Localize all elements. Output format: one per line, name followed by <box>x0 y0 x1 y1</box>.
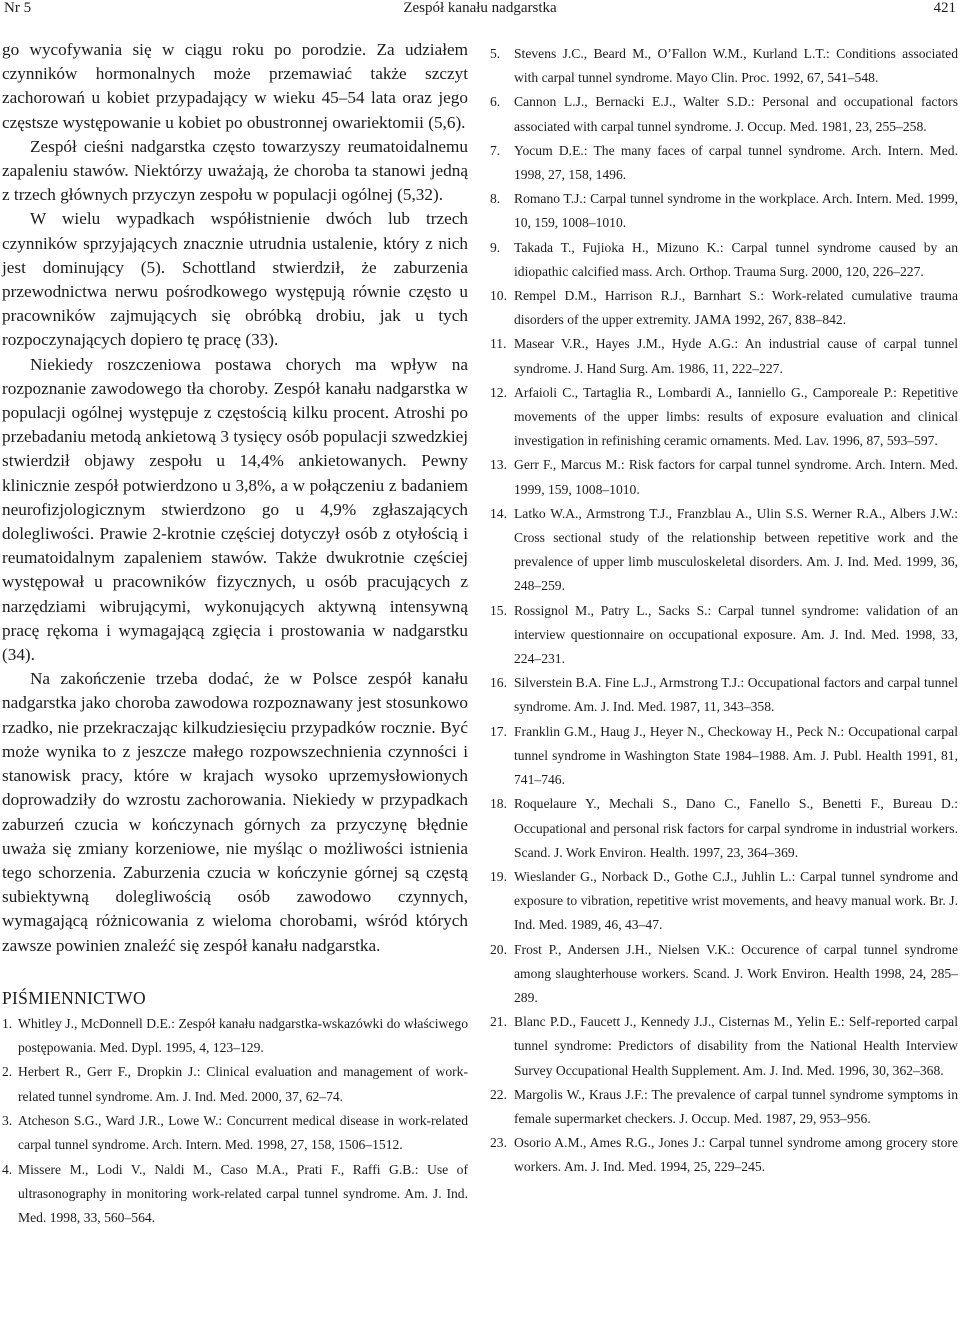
reference-number: 23. <box>490 1135 507 1151</box>
reference-number: 15. <box>490 602 507 618</box>
reference-number: 2. <box>2 1064 13 1080</box>
reference-text: Atcheson S.G., Ward J.R., Lowe W.: Concurrent medical disease in work-related carpal tunnel syndrome. Arch. Intern. Med. 1998, 27, 158, 1506–1512. <box>18 1112 468 1153</box>
reference-item <box>490 90 958 138</box>
reference-item <box>490 720 958 793</box>
reference-number: 3. <box>2 1112 13 1128</box>
reference-text: Romano T.J.: Carpal tunnel syndrome in the workplace. Arch. Intern. Med. 1999, 10, 159, 1008–1010. <box>514 191 958 231</box>
reference-text: Arfaioli C., Tartaglia R., Lombardi A., Ianniello G., Camporeale P.: Repetitive movements of the upper limbs: results of exposure evaluation and clinical investigation in refinishing ceramic ornaments. Med. Lav. 1996, 87, 593–597. <box>514 384 958 449</box>
reference-number: 9. <box>490 239 501 255</box>
right-column <box>490 40 958 1180</box>
running-header <box>0 0 960 20</box>
reference-text: Stevens J.C., Beard M., O’Fallon W.M., Kurland L.T.: Conditions associated with carpal tunnel syndrome. Mayo Clin. Proc. 1992, 67, 541–548. <box>514 46 958 86</box>
reference-number: 5. <box>490 46 501 61</box>
reference-text: Gerr F., Marcus M.: Risk factors for carpal tunnel syndrome. Arch. Intern. Med. 1999, 159, 1008–1010. <box>514 457 958 497</box>
reference-item <box>490 1010 958 1083</box>
reference-text: Latko W.A., Armstrong T.J., Franzblau A., Ulin S.S. Werner R.A., Albers J.W.: Cross sectional study of the relationship between repetitive work and the prevalence of upper limb musculoskeletal disorders. Am. J. Ind. Med. 1999, 36, 248–259. <box>514 505 958 594</box>
reference-number: 17. <box>490 723 507 739</box>
reference-text: Osorio A.M., Ames R.G., Jones J.: Carpal tunnel syndrome among grocery store workers. Am. J. Ind. Med. 1994, 25, 229–245. <box>514 1135 958 1175</box>
reference-item <box>490 938 958 1011</box>
reference-item <box>490 332 958 380</box>
reference-item <box>2 1158 468 1231</box>
reference-text: Franklin G.M., Haug J., Heyer N., Checkoway H., Peck N.: Occupational carpal tunnel syndrome in Washington State 1984–1988. Am. J. Publ. Health 1991, 81, 741–746. <box>514 723 958 788</box>
reference-text: Takada T., Fujioka H., Mizuno K.: Carpal tunnel syndrome caused by an idiopathic calcified mass. Arch. Orthop. Trauma Surg. 2000, 120, 226–227. <box>514 239 958 279</box>
reference-list-right <box>490 42 958 1180</box>
reference-number: 10. <box>490 288 507 304</box>
running-title: Zespół kanału nadgarstka <box>403 0 557 16</box>
reference-number: 7. <box>490 142 501 158</box>
reference-number: 6. <box>490 94 501 110</box>
issue-number: Nr 5 <box>4 0 32 16</box>
reference-number: 12. <box>490 384 507 400</box>
reference-number: 8. <box>490 191 501 207</box>
reference-item <box>2 1109 468 1158</box>
reference-item <box>490 284 958 332</box>
page-number: 421 <box>933 0 956 16</box>
reference-number: 13. <box>490 457 507 473</box>
reference-item <box>2 1060 468 1109</box>
reference-number: 14. <box>490 505 507 521</box>
left-column <box>2 38 468 1230</box>
reference-item <box>490 792 958 865</box>
reference-text: Cannon L.J., Bernacki E.J., Walter S.D.: Personal and occupational factors associated with carpal tunnel syndrome. J. Occup. Med. 1981, 23, 255–258. <box>514 94 958 134</box>
reference-text: Herbert R., Gerr F., Dropkin J.: Clinical evaluation and management of work-related tunnel syndrome. Am. J. Ind. Med. 2000, 37, 62–74. <box>18 1064 468 1104</box>
reference-text: Yocum D.E.: The many faces of carpal tunnel syndrome. Arch. Intern. Med. 1998, 27, 158, 1496. <box>514 142 958 183</box>
reference-item <box>490 381 958 454</box>
reference-number: 16. <box>490 675 507 691</box>
reference-item <box>490 42 958 90</box>
reference-text: Silverstein B.A. Fine L.J., Armstrong T.J.: Occupational factors and carpal tunnel syndrome. Am. J. Ind. Med. 1987, 11, 343–358. <box>514 675 958 715</box>
reference-number: 21. <box>490 1014 507 1030</box>
body-paragraph: Niekiedy roszczeniowa postawa chorych ma wpływ na rozpoznanie zawodowego tła choroby. Zespół kanału nadgarstka w populacji ogólnej występuje z częstością kilku procent. Atroshi po przebadaniu metodą ankietową 3 tysięcy osób populacji szwedzkiej stwierdził objawy zespołu u 14,4% ankietowanych. Pewny klinicznie zespół potwierdzono u 3,8%, a w połączeniu z badaniem neurofizjologicznym stwierdzono go u 4,9% zgłaszających dolegliwości. Prawie 2-krotnie częściej dotyczył osób z otyłością i reumatoidalnym zapaleniem stawów. Także dwukrotnie częściej występował u pracowników fizycznych, u osób pracujących z narzędziami wibrującymi, wykonujących aktywną intensywną pracę rękoma i wymagającą zgięcia i prostowania w nadgarstku (34). <box>2 354 468 665</box>
reference-item <box>490 865 958 938</box>
reference-number: 20. <box>490 941 507 957</box>
reference-number: 4. <box>2 1161 13 1177</box>
reference-text: Roquelaure Y., Mechali S., Dano C., Fanello S., Benetti F., Bureau D.: Occupational and personal risk factors for carpal syndrome in industrial workers. Scand. J. Work Environ. Health. 1997, 23, 364–369. <box>514 796 958 860</box>
reference-item <box>490 1083 958 1131</box>
reference-item <box>490 502 958 599</box>
reference-item <box>490 671 958 719</box>
reference-text: Rempel D.M., Harrison R.J., Barnhart S.: Work-related cumulative trauma disorders of the upper extremity. JAMA 1992, 267, 838–842. <box>514 288 958 328</box>
reference-item <box>490 187 958 235</box>
body-paragraph: Na zakończenie trzeba dodać, że w Polsce zespół kanału nadgarstka jako choroba zawodowa rozpoznawany jest stosunkowo rzadko, nie przekraczając kilkudziesięciu przypadków rocznie. Być może wynika to z jeszcze małego rozpowszechnienia czynności i stanowisk pracy, które w krajach wysoko uprzemysłowionych doprowadziły do wzrostu zachorowania. Niekiedy w przypadkach zaburzeń czucia w kończynach górnych za przyczynę błędnie uważa się zmiany korzeniowe, nie myśląc o możliwości istnienia tego schorzenia. Zaburzenia czucia w kończynie górnej są częstą subiektywną dolegliwością osób zawodowo czynnych, wymagającą różnicowania z wieloma chorobami, wśród których zawsze powinien znaleźć się zespół kanału nadgarstka. <box>2 669 468 955</box>
reference-list-left <box>2 1012 468 1231</box>
reference-item <box>490 599 958 672</box>
reference-text: Missere M., Lodi V., Naldi M., Caso M.A., Prati F., Raffi G.B.: Use of ultrasonography in monitoring work-related carpal tunnel syndrome. Am. J. Ind. Med. 1998, 33, 560–564. <box>18 1161 468 1226</box>
reference-item <box>490 1131 958 1179</box>
reference-item <box>490 236 958 284</box>
reference-text: Blanc P.D., Faucett J., Kennedy J.J., Cisternas M., Yelin E.: Self-reported carpal tunnel syndrome: Predictors of disability from the National Health Interview Survey Occupational Health Supplement. Am. J. Ind. Med. 1996, 30, 362–368. <box>514 1014 958 1078</box>
references-heading: PIŚMIENNICTWO <box>2 987 146 1008</box>
body-paragraph: Zespół cieśni nadgarstka często towarzyszy reumatoidalnemu zapaleniu stawów. Niektórzy uważają, że choroba ta stanowi jedną z trzech głównych przyczyn zespołu w populacji ogólnej (5,32). <box>2 136 468 205</box>
reference-text: Wieslander G., Norback D., Gothe C.J., Juhlin L.: Carpal tunnel syndrome and exposure to vibration, repetitive wrist movements, and heavy manual work. Br. J. Ind. Med. 1989, 46, 43–47. <box>514 868 958 933</box>
reference-item <box>490 139 958 187</box>
reference-number: 18. <box>490 796 507 812</box>
reference-item <box>490 453 958 501</box>
reference-number: 11. <box>490 336 507 352</box>
reference-text: Masear V.R., Hayes J.M., Hyde A.G.: An industrial cause of carpal tunnel syndrome. J. Hand Surg. Am. 1986, 11, 222–227. <box>514 336 958 376</box>
reference-text: Margolis W., Kraus J.F.: The prevalence of carpal tunnel syndrome symptoms in female supermarket checkers. J. Occup. Med. 1987, 29, 953–956. <box>514 1086 958 1126</box>
reference-text: Frost P., Andersen J.H., Nielsen V.K.: Occurence of carpal tunnel syndrome among slaughterhouse workers. Scand. J. Work Environ. Health 1998, 24, 285–289. <box>514 941 958 1005</box>
body-paragraph: W wielu wypadkach współistnienie dwóch lub trzech czynników sprzyjających znacznie utrudnia ustalenie, który z nich jest dominujący (5). Schottland stwierdził, że zaburzenia przewodnictwa nerwu pośrodkowego występują równie często u pracowników zajmujących się obróbką drobiu, jak u tych rozpoczynających dopiero tę pracę (33). <box>2 209 468 350</box>
reference-number: 19. <box>490 868 507 884</box>
reference-number: 1. <box>2 1015 13 1031</box>
reference-item <box>2 1012 468 1061</box>
reference-text: Rossignol M., Patry L., Sacks S.: Carpal tunnel syndrome: validation of an interview questionnaire on occupational exposure. Am. J. Ind. Med. 1998, 33, 224–231. <box>514 602 958 667</box>
reference-number: 22. <box>490 1086 507 1102</box>
reference-text: Whitley J., McDonnell D.E.: Zespół kanału nadgarstka-wskazówki do właściwego postępowania. Med. Dypl. 1995, 4, 123–129. <box>18 1015 468 1056</box>
body-paragraph: go wycofywania się w ciągu roku po porodzie. Za udziałem czynników hormonalnych może przemawiać także szczyt zachorowań u kobiet przypadający w wieku 45–54 lata oraz jego częstsze występowanie u kobiet po obustronnej owariektomii (5,6). <box>2 40 468 132</box>
